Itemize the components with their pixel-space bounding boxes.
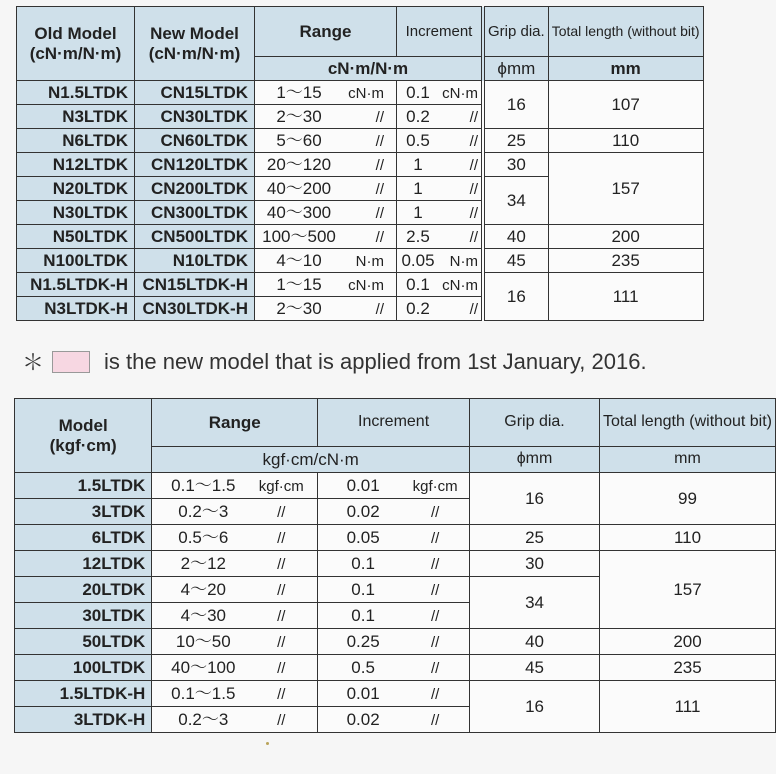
- grip-cell: 16: [470, 681, 600, 733]
- length-cell: 157: [600, 551, 776, 629]
- range-value: 0.1～1.5: [171, 476, 236, 495]
- range-unit: //: [277, 504, 286, 521]
- table-row: [15, 525, 776, 551]
- table-row: [17, 153, 704, 177]
- model-cell: 3LTDK: [15, 499, 152, 525]
- range-value: 1～15: [276, 83, 322, 102]
- range-unit: N·m: [355, 253, 384, 270]
- length-cell: 200: [548, 225, 703, 249]
- increment-value: 0.1: [351, 554, 375, 573]
- range-value: 1～15: [276, 275, 322, 294]
- model-cell: 20LTDK: [15, 577, 152, 603]
- range-value: 40～300: [266, 203, 332, 222]
- range-unit: //: [277, 530, 286, 547]
- increment-unit: //: [430, 712, 440, 729]
- range-value: 4～20: [180, 580, 226, 599]
- range-unit: //: [277, 556, 286, 573]
- length-cell: 235: [600, 655, 776, 681]
- increment-value: 0.05: [401, 251, 435, 270]
- increment-unit: //: [430, 686, 440, 703]
- kgf-table: [14, 398, 776, 733]
- range-unit-header: cN·m/N·m: [255, 57, 484, 81]
- table-row: [15, 551, 776, 577]
- model-cell: 30LTDK: [15, 603, 152, 629]
- increment-unit: //: [430, 504, 440, 521]
- grip-cell: 34: [470, 577, 600, 629]
- old-model-cell: N3LTDK: [17, 105, 135, 129]
- grip-header: Grip dia.: [470, 399, 600, 447]
- table-row: [17, 81, 704, 105]
- increment-unit: //: [469, 133, 478, 150]
- note-text: is the new model that is applied from 1st January, 2016.: [104, 348, 647, 374]
- old-model-header: Old Model (cN·m/N·m): [17, 7, 135, 81]
- increment-value: 0.01: [346, 684, 380, 703]
- range-unit: //: [277, 608, 286, 625]
- increment-value: 0.1: [406, 83, 430, 102]
- increment-unit: N·m: [449, 253, 478, 270]
- new-model-cell: N10LTDK: [135, 249, 255, 273]
- length-unit-header: mm: [548, 57, 703, 81]
- new-model-cell: CN30LTDK: [135, 105, 255, 129]
- increment-value: 0.1: [351, 580, 375, 599]
- range-unit: cN·m: [348, 85, 384, 102]
- increment-unit: //: [469, 229, 478, 246]
- model-cell: 6LTDK: [15, 525, 152, 551]
- range-value: 2～12: [180, 554, 226, 573]
- increment-unit: //: [430, 660, 440, 677]
- grip-unit-header: ϕmm: [483, 57, 548, 81]
- increment-value: 0.2: [406, 299, 430, 318]
- length-header: Total length (without bit): [600, 399, 776, 447]
- range-unit: //: [277, 582, 286, 599]
- increment-unit: kgf·cm: [412, 478, 458, 495]
- new-model-cell: CN15LTDK-H: [135, 273, 255, 297]
- comparison-table: [16, 6, 704, 321]
- new-model-cell: CN120LTDK: [135, 153, 255, 177]
- increment-value: 0.02: [346, 710, 380, 729]
- old-model-cell: N30LTDK: [17, 201, 135, 225]
- length-cell: 111: [548, 273, 703, 321]
- range-value: 40～200: [266, 179, 332, 198]
- range-value: 0.2～3: [178, 502, 229, 521]
- increment-value: 2.5: [406, 227, 430, 246]
- table-row: [15, 681, 776, 707]
- increment-unit: //: [430, 530, 440, 547]
- range-unit: //: [277, 712, 286, 729]
- increment-unit: //: [430, 556, 440, 573]
- increment-header: Increment: [397, 7, 484, 57]
- table-row: [17, 225, 704, 249]
- model-cell: 1.5LTDK: [15, 473, 152, 499]
- table-row: [15, 655, 776, 681]
- length-cell: 111: [600, 681, 776, 733]
- table-row: [15, 629, 776, 655]
- grip-cell: 40: [470, 629, 600, 655]
- length-cell: 110: [548, 129, 703, 153]
- new-model-cell: CN60LTDK: [135, 129, 255, 153]
- range-value: 4～30: [180, 606, 226, 625]
- new-model-header: New Model (cN·m/N·m): [135, 7, 255, 81]
- model-table-ncn: [16, 6, 704, 321]
- grip-unit-header: ϕmm: [470, 447, 600, 473]
- range-unit: //: [277, 686, 286, 703]
- old-model-cell: N20LTDK: [17, 177, 135, 201]
- grip-cell: 40: [483, 225, 548, 249]
- grip-cell: 16: [483, 81, 548, 129]
- grip-cell: 16: [470, 473, 600, 525]
- increment-unit: //: [469, 181, 478, 198]
- increment-value: 1: [413, 203, 423, 222]
- old-model-cell: N6LTDK: [17, 129, 135, 153]
- range-header: Range: [255, 7, 397, 57]
- increment-value: 0.2: [406, 107, 430, 126]
- increment-unit: //: [430, 582, 440, 599]
- range-unit: //: [375, 133, 384, 150]
- length-cell: 157: [548, 153, 703, 225]
- model-cell: 100LTDK: [15, 655, 152, 681]
- old-model-cell: N50LTDK: [17, 225, 135, 249]
- new-model-cell: CN30LTDK-H: [135, 297, 255, 321]
- length-cell: 235: [548, 249, 703, 273]
- range-value: 0.5～6: [178, 528, 229, 547]
- grip-cell: 25: [483, 129, 548, 153]
- table-row: [17, 249, 704, 273]
- new-model-cell: CN500LTDK: [135, 225, 255, 249]
- range-unit: //: [375, 205, 384, 222]
- increment-value: 0.05: [346, 528, 380, 547]
- range-unit: //: [375, 109, 384, 126]
- range-value: 5～60: [276, 131, 322, 150]
- range-value: 100～500: [262, 227, 336, 246]
- new-model-cell: CN300LTDK: [135, 201, 255, 225]
- increment-value: 0.1: [406, 275, 430, 294]
- length-header: Total length (without bit): [548, 7, 703, 57]
- old-model-cell: N100LTDK: [17, 249, 135, 273]
- range-unit: //: [375, 229, 384, 246]
- old-model-cell: N3LTDK-H: [17, 297, 135, 321]
- increment-value: 0.25: [346, 632, 380, 651]
- range-value: 10～50: [175, 632, 231, 651]
- new-model-cell: CN200LTDK: [135, 177, 255, 201]
- increment-unit: //: [469, 205, 478, 222]
- range-value: 2～30: [276, 299, 322, 318]
- range-value: 0.2～3: [178, 710, 229, 729]
- range-unit: cN·m: [348, 277, 384, 294]
- grip-cell: 25: [470, 525, 600, 551]
- asterisk-icon: ＊: [22, 350, 45, 375]
- increment-unit: //: [469, 109, 478, 126]
- increment-value: 1: [413, 155, 423, 174]
- length-cell: 110: [600, 525, 776, 551]
- increment-unit: //: [430, 634, 440, 651]
- grip-cell: 30: [470, 551, 600, 577]
- length-cell: 107: [548, 81, 703, 129]
- model-table-kgf: [14, 398, 776, 733]
- new-model-note: [22, 346, 647, 377]
- model-cell: 50LTDK: [15, 629, 152, 655]
- old-model-cell: N12LTDK: [17, 153, 135, 177]
- range-value: 20～120: [266, 155, 332, 174]
- range-unit: //: [277, 660, 286, 677]
- increment-unit: //: [430, 608, 440, 625]
- increment-value: 0.5: [351, 658, 375, 677]
- range-unit: //: [375, 181, 384, 198]
- range-unit-header: kgf·cm/cN·m: [152, 447, 470, 473]
- model-header: Model (kgf·cm): [15, 399, 152, 473]
- length-cell: 200: [600, 629, 776, 655]
- increment-unit: cN·m: [442, 85, 478, 102]
- grip-cell: 16: [483, 273, 548, 321]
- length-cell: 99: [600, 473, 776, 525]
- old-model-cell: N1.5LTDK: [17, 81, 135, 105]
- range-value: 0.1～1.5: [171, 684, 236, 703]
- new-model-cell: CN15LTDK: [135, 81, 255, 105]
- range-header: Range: [152, 399, 318, 447]
- model-cell: 1.5LTDK-H: [15, 681, 152, 707]
- range-unit: //: [375, 301, 384, 318]
- grip-header: Grip dia.: [483, 7, 548, 57]
- increment-unit: //: [469, 157, 478, 174]
- model-cell: 3LTDK-H: [15, 707, 152, 733]
- grip-cell: 45: [470, 655, 600, 681]
- grip-cell: 45: [483, 249, 548, 273]
- length-unit-header: mm: [600, 447, 776, 473]
- range-value: 4～10: [276, 251, 322, 270]
- increment-header: Increment: [318, 399, 470, 447]
- range-unit: //: [375, 157, 384, 174]
- increment-value: 1: [413, 179, 423, 198]
- increment-value: 0.5: [406, 131, 430, 150]
- increment-unit: cN·m: [442, 277, 478, 294]
- model-cell: 12LTDK: [15, 551, 152, 577]
- scan-speck: [266, 742, 269, 745]
- old-model-cell: N1.5LTDK-H: [17, 273, 135, 297]
- grip-cell: 34: [483, 177, 548, 225]
- range-value: 40～100: [171, 658, 236, 677]
- new-model-swatch: [52, 351, 90, 373]
- range-unit: kgf·cm: [258, 478, 304, 495]
- increment-value: 0.1: [351, 606, 375, 625]
- increment-value: 0.01: [346, 476, 380, 495]
- range-unit: //: [277, 634, 286, 651]
- table-row: [17, 129, 704, 153]
- grip-cell: 30: [483, 153, 548, 177]
- range-value: 2～30: [276, 107, 322, 126]
- increment-value: 0.02: [346, 502, 380, 521]
- table-row: [17, 273, 704, 297]
- table-row: [15, 473, 776, 499]
- increment-unit: //: [469, 301, 478, 318]
